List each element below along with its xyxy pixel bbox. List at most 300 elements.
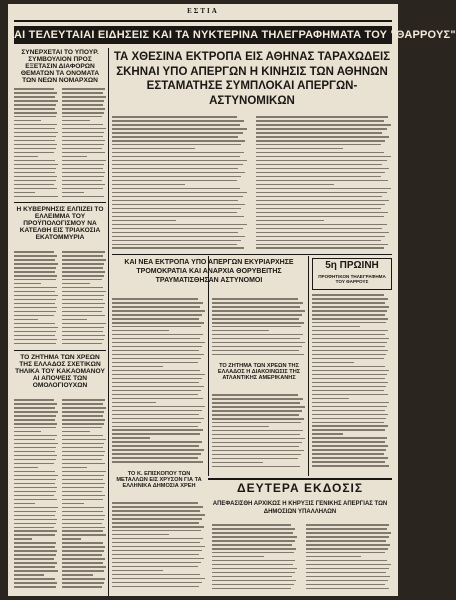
text-line [212,540,295,542]
article-separator [14,350,106,351]
text-line [256,212,388,214]
text-line [14,140,55,142]
text-line [212,314,302,316]
text-line [312,449,386,451]
text-line [212,346,302,348]
text-line [62,311,102,313]
text-line [112,445,199,447]
text-line [256,116,388,118]
text-line [112,334,203,336]
text-line [312,418,386,420]
text-line [306,568,389,570]
text-line [312,425,388,427]
headline-atlantic-note: ΤΟ ΖΗΤΗΜΑ ΤΩΝ ΧΡΕΩΝ ΤΗΣ ΕΛΛΑΔΟΣ Η ΔΙΑΚΟΙΝΩΣΙΣ ΤΗΣ ΑΤΛΑΝΤΙΚΗΣ ΑΜΕΡΙΚΑΝΗΣ [217,363,301,381]
text-line [14,148,56,150]
text-line [14,511,56,513]
text-line [62,403,103,405]
text-line [312,318,388,320]
text-line [62,148,102,150]
text-line [112,152,244,154]
text-line [62,287,103,289]
text-line [212,548,296,550]
text-line [112,208,241,210]
text-line [62,160,106,162]
text-line [112,546,205,548]
text-line [306,580,388,582]
text-line [62,530,103,532]
text-line [112,176,241,178]
text-line [14,323,55,325]
text-line [112,192,247,194]
text-line [62,128,106,130]
text-line [112,390,201,392]
text-line [112,128,247,130]
article-body-morning [312,294,390,472]
text-line [62,483,105,485]
text-line [14,447,56,449]
text-line [62,259,106,261]
text-line [256,224,387,226]
text-line [14,88,54,90]
text-line [212,528,295,530]
text-line [112,449,204,451]
text-line [62,152,105,154]
text-line [62,459,102,461]
text-line [62,196,104,198]
text-line [312,362,354,364]
text-line [112,168,238,170]
text-line [112,514,205,516]
text-line [14,538,32,540]
text-line [14,315,54,317]
text-line [14,164,58,166]
text-line [62,523,102,525]
text-line [62,291,106,293]
text-line [256,228,382,230]
text-line [112,558,204,560]
text-line [62,554,102,556]
text-line [112,244,237,246]
text-line [212,318,299,320]
text-line [312,386,386,388]
text-line [14,192,35,194]
text-line [112,228,243,230]
text-line [62,100,104,102]
text-line [62,538,81,540]
text-line [112,394,198,396]
text-line [112,538,203,540]
text-line [112,437,150,439]
text-line [62,176,104,178]
text-line [112,140,245,142]
text-line [62,439,106,441]
text-line [62,475,104,477]
morning-edition-subtitle: ΠΡΟΦΗΤΙΚΟΝ ΤΗΛΕΓΡΑΦΗΜΑ ΤΟΥ ΘΑΡΡΟΥΣ [318,274,386,284]
text-line [14,128,55,130]
text-line [112,354,204,356]
text-line [14,120,41,122]
text-line [14,495,54,497]
text-line [306,544,390,546]
text-line [62,331,103,333]
text-line [212,410,302,412]
text-line [14,451,55,453]
text-line [112,180,237,182]
text-line [312,374,387,376]
text-line [62,515,105,517]
text-line [112,298,198,300]
text-line [112,247,244,249]
text-line [312,398,349,400]
text-line [14,108,55,110]
text-line [62,558,105,560]
lead-article-body [112,116,392,252]
article-body-budget [14,251,106,347]
text-line [14,578,55,580]
text-line [14,546,55,548]
text-line [312,390,384,392]
text-line [312,350,388,352]
text-line [14,92,57,94]
text-line [256,148,343,150]
text-line [212,454,301,456]
text-line [212,450,304,452]
text-line [306,560,387,562]
text-line [14,499,57,501]
text-line [112,578,205,580]
headline-budget-deficit: Η ΚΥΒΕΡΝΗΣΙΣ ΕΛΠΙΖΕΙ ΤΟ ΕΛΛΕΙΜΜΑ ΤΟΥ ΠΡΟΫΠΟΛΟΓΙΣΜΟΥ ΝΑ ΚΑΤΕΛΘΗ ΕΙΣ ΤΡΙΑΚΟΣΙΑ ΕΚΑΤΟΜΜΥΡΙΑ [16,206,104,241]
lead-headline-strike: ΤΑ ΧΘΕΣΙΝΑ ΕΚΤΡΟΠΑ ΕΙΣ ΑΘΗΝΑΣ ΤΑΡΑΧΩΔΕΙΣ ΣΚΗΝΑΙ ΥΠΟ ΑΠΕΡΓΩΝ Η ΚΙΝΗΣΙΣ ΤΩΝ ΑΘΗΝΩΝ ΕΣΤΑΜΑΤΗΣΕ ΣΥΜΠΛΟΚΑΙ ΑΠΕΡΓΩΝ-ΑΣΤΥΝΟΜΙΚΩΝ [113,51,391,108]
text-line [112,554,199,556]
article-body-incidents-1 [112,298,206,468]
text-line [312,326,360,328]
text-line [212,556,264,558]
text-line [312,306,389,308]
text-line [62,423,104,425]
text-line [14,479,56,481]
headline-greek-debts: ΤΟ ΖΗΤΗΜΑ ΤΩΝ ΧΡΕΩΝ ΤΗΣ ΕΛΛΑΔΟΣ ΣΧΕΤΙΚΩΝ ΤΗΛΙΚΑ ΤΟΥ ΚΑΚΑΟΜΑΝΟΥ ΑΙ ΑΠΟΨΕΙΣ ΤΩΝ ΟΜΟΛΟΓΙΟΥΧΩΝ [15,354,105,389]
article-body-second-edition [212,524,392,592]
text-line [62,108,105,110]
text-line [14,196,58,198]
text-line [256,180,388,182]
text-line [112,370,200,372]
text-line [212,446,299,448]
text-line [306,552,385,554]
text-line [312,410,385,412]
text-line [112,124,240,126]
text-line [212,588,291,590]
text-line [14,431,41,433]
text-line [62,471,106,473]
text-line [62,188,103,190]
column-divider-left [108,48,109,596]
text-line [212,350,299,352]
text-line [112,410,202,412]
text-line [62,491,102,493]
text-line [212,402,300,404]
text-line [14,311,56,313]
text-line [312,461,385,463]
text-line [312,314,385,316]
text-line [62,499,103,501]
text-line [14,295,58,297]
text-line [112,160,247,162]
text-line [312,338,389,340]
text-line [62,255,103,257]
text-line [14,331,56,333]
second-edition-subtitle: ΑΠΕΦΑΣΙΣΘΗ ΑΡΧΙΚΩΣ Η ΚΗΡΥΞΙΣ ΓΕΝΙΚΗΣ ΑΠΕΡΓΙΑΣ ΤΩΝ ΔΗΜΟΣΙΩΝ ΥΠΑΛΛΗΛΩΝ [212,501,388,516]
text-line [62,104,103,106]
text-line [256,204,385,206]
text-line [14,172,55,174]
text-line [14,136,56,138]
text-line [14,523,56,525]
text-line [256,160,387,162]
text-line [312,453,384,455]
text-line [62,435,103,437]
text-line [14,144,57,146]
text-line [312,366,385,368]
text-line [14,307,57,309]
text-line [112,582,202,584]
text-line [112,132,243,134]
text-line [62,180,102,182]
text-line [14,427,56,429]
text-line [256,188,391,190]
text-line [62,415,103,417]
text-line [62,586,102,588]
text-line [62,527,105,529]
morning-edition-title: 5η ΠΡΩΙΝΗ [325,260,379,271]
text-line [62,168,103,170]
article-body-incidents-2 [212,298,306,358]
text-line [14,530,57,532]
text-line [256,192,387,194]
text-line [62,275,104,277]
text-line [112,566,198,568]
text-line [256,156,391,158]
text-line [212,338,300,340]
text-line [256,136,389,138]
text-line [112,350,199,352]
text-line [62,140,105,142]
text-line [212,438,305,440]
text-line [312,294,384,296]
text-line [212,426,269,428]
text-line [312,302,385,304]
text-line [112,518,202,520]
text-line [212,572,295,574]
text-line [14,279,56,281]
text-line [112,433,200,435]
text-line [256,152,384,154]
text-line [112,453,201,455]
text-line [62,339,104,341]
text-line [212,552,294,554]
text-line [62,327,104,329]
text-line [62,578,105,580]
text-line [14,343,56,345]
lead-separator [112,254,392,255]
text-line [62,550,104,552]
text-line [112,200,238,202]
text-line [256,132,382,134]
text-line [112,136,238,138]
text-line [14,299,56,301]
text-line [14,443,58,445]
text-line [112,530,201,532]
text-line [14,566,55,568]
text-line [112,426,198,428]
top-banner-headline: ΑΙ ΤΕΛΕΥΤΑΙΑΙ ΕΙΔΗΣΕΙΣ ΚΑΙ ΤΑ ΝΥΚΤΕΡΙΝΑ ΤΗΛΕΓΡΑΦΗΜΑΤΑ ΤΟΥ "ΘΑΡΡΟΥΣ" [14,26,392,44]
text-line [112,310,205,312]
text-line [14,399,54,401]
masthead: ΕΣΤΙΑ [187,7,219,15]
text-line [256,140,385,142]
text-line [62,570,104,572]
text-line [14,283,41,285]
text-line [112,314,202,316]
text-line [14,407,55,409]
text-line [256,168,389,170]
text-line [62,144,104,146]
text-line [112,196,243,198]
text-line [112,116,237,118]
text-line [14,291,55,293]
text-line [112,402,156,404]
text-line [112,220,176,222]
text-line [306,576,390,578]
text-line [62,271,105,273]
second-edition-title: ΔΕΥΤΕΡΑ ΕΚΔΟΣΙΣ [236,481,364,495]
text-line [306,556,361,558]
text-line [14,515,55,517]
text-line [62,96,106,98]
text-line [212,418,304,420]
text-line [62,303,105,305]
text-line [14,491,56,493]
text-line [112,318,199,320]
text-line [256,120,384,122]
text-line [212,576,292,578]
text-line [212,564,293,566]
text-line [112,382,199,384]
text-line [14,527,54,529]
text-line [112,144,241,146]
text-line [14,271,55,273]
text-line [62,88,105,90]
text-line [62,467,87,469]
text-line [14,184,54,186]
text-line [14,255,57,257]
text-line [256,240,381,242]
text-line [62,343,102,345]
text-line [62,323,106,325]
text-line [62,451,105,453]
text-line [212,458,298,460]
text-line [62,562,103,564]
text-line [256,244,388,246]
text-line [112,586,199,588]
text-line [112,422,201,424]
text-line [256,236,385,238]
text-line [62,511,103,513]
text-line [112,302,203,304]
text-line [14,275,57,277]
text-line [62,319,87,321]
text-line [62,463,105,465]
text-line [14,411,58,413]
second-edition-rule [208,478,392,480]
text-line [212,302,303,304]
text-line [62,447,103,449]
text-line [62,299,103,301]
text-line [14,435,57,437]
text-line [112,232,238,234]
text-line [212,524,291,526]
text-line [112,374,205,376]
text-line [62,431,90,433]
text-line [306,540,386,542]
text-line [312,457,388,459]
text-line [112,386,204,388]
text-line [306,524,389,526]
headline-cabinet-meeting: ΣΥΝΕΡΧΕΤΑΙ ΤΟ ΥΠΟΥΡ. ΣΥΜΒΟΥΛΙΟΝ ΠΡΟΣ ΕΞΕΤΑΣΙΝ ΔΙΑΦΟΡΩΝ ΘΕΜΑΤΩΝ ΤΑ ΟΝΟΜΑΤΑ ΤΩΝ ΝΕΩΝ ΝΟΜΑΡΧΩΝ [20,49,100,84]
text-line [256,220,324,222]
text-line [312,437,387,439]
text-line [306,572,386,574]
text-line [256,176,381,178]
text-line [14,168,56,170]
text-line [62,407,106,409]
text-line [256,216,384,218]
morning-edition-box [312,258,392,290]
text-line [312,322,386,324]
text-line [112,562,201,564]
text-line [256,196,382,198]
text-line [112,358,201,360]
text-line [112,306,200,308]
text-line [14,570,58,572]
article-separator [14,202,106,203]
text-line [14,562,57,564]
text-line [212,414,299,416]
text-line [312,406,387,408]
text-line [306,532,391,534]
text-line [14,112,57,114]
column-divider-right [308,256,309,476]
text-line [212,310,305,312]
text-line [312,382,388,384]
text-line [14,335,55,337]
text-line [212,342,305,344]
text-line [62,156,87,158]
text-line [112,156,240,158]
text-line [14,471,55,473]
text-line [212,398,303,400]
text-line [14,550,57,552]
text-line [112,406,205,408]
text-line [14,263,58,265]
text-line [256,124,391,126]
text-line [212,544,292,546]
text-line [62,124,103,126]
text-line [62,267,103,269]
text-line [14,152,54,154]
text-line [112,510,200,512]
text-line [112,398,203,400]
